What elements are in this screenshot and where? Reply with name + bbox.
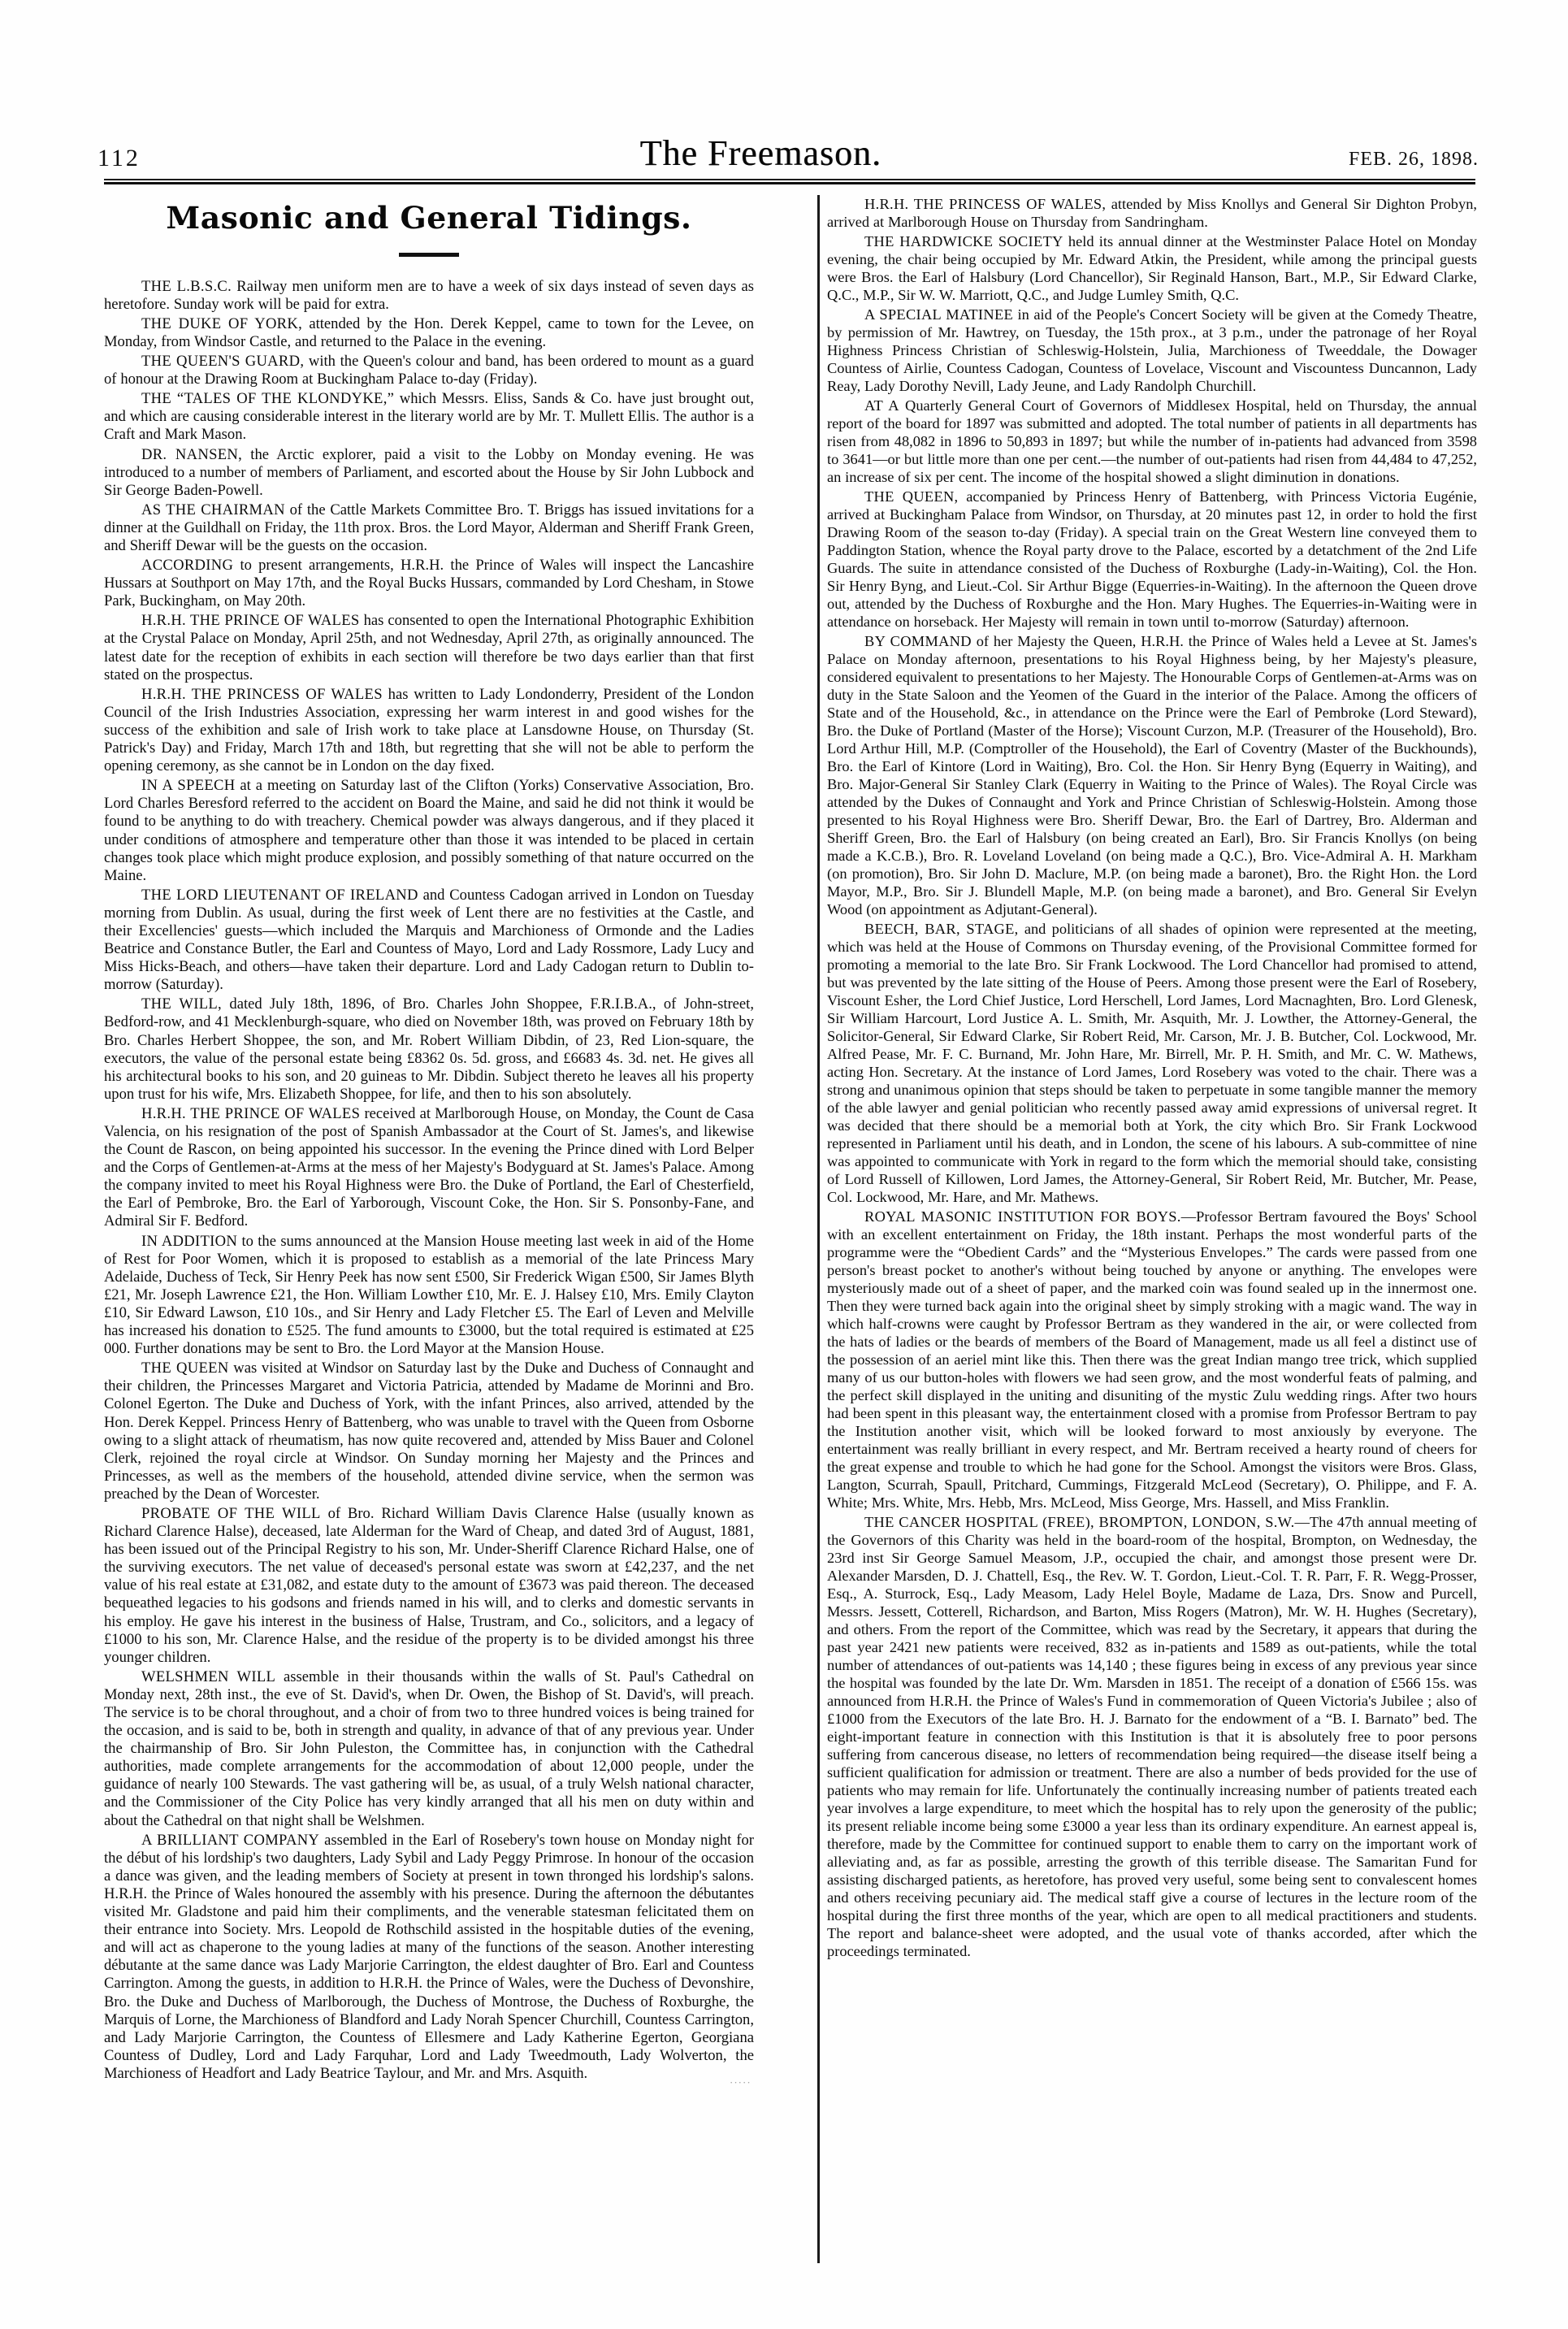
news-paragraph	[104, 557, 754, 610]
paragraph-lead: THE LORD LIEUTENANT OF IRELAND	[141, 886, 418, 904]
paragraph-lead: THE CANCER HOSPITAL (FREE), BROMPTON, LONDON, S.W.	[864, 1514, 1295, 1530]
paragraph-text: to present arrangements, H.R.H. the Prince of Wales will inspect the Lancashire Hussars at Southport on May 17th, and the Royal Bucks Hussars, commanded by Lord Chesham, in Stowe Park, Buckingham, on May 20th.	[104, 557, 754, 610]
news-paragraph	[104, 278, 754, 314]
news-paragraph	[104, 995, 754, 1104]
paragraph-lead: THE DUKE OF YORK,	[141, 314, 303, 332]
paragraph-lead: H.R.H. THE PRINCE OF WALES	[141, 612, 360, 630]
paragraph-text: to the sums announced at the Mansion House meeting last week in aid of the Home of Rest for Poor Women, which it is proposed to establish as a memorial of the late Princess Mary Adelaide, Duchess of Teck, Sir Henry Peek has now sent £500, Sir Frederick Wigan £500, Sir James Blyth £21, Mr. Joseph Lawrence £21, the Hon. William Lowther £10, Mr. E. J. Halsey £10, Mrs. Emily Clayton £10, Sir Edward Lawson, £10 10s., and Sir Henry and Lady Fletcher £5. The Earl of Leven and Melville has increased his donation to £525. The fund amounts to £3000, but the total required is estimated at £25 000. Further donations may be sent to Bro. the Lord Mayor at the Mansion House.	[104, 1232, 755, 1358]
paragraph-lead: A SPECIAL MATINEE	[864, 306, 1014, 323]
news-paragraph	[104, 1505, 754, 1667]
news-paragraph	[827, 1208, 1477, 1511]
masthead	[97, 124, 1479, 174]
paragraph-lead: ACCORDING	[141, 557, 234, 575]
paragraph-lead: ROYAL MASONIC INSTITUTION FOR BOYS.	[864, 1208, 1181, 1225]
paragraph-text: —Professor Bertram favoured the Boys' School with an excellent entertainment on Friday, the 18th instant. Perhaps the most wonderful parts of the programme were the “Obedient Cards” and the “Mysterious Envelopes.” The cards were passed from one person's breast pocket to another's without being touched by anyone or anything. The envelopes were mysteriously made out of a sheet of paper, and the marked coin was found sealed up in the innermost one. Then they were turned back again into the original sheet by simply stroking with a magic wand. The way in which half-crowns were caught by Professor Bertram as they wandered in the air, or were collected from the hats of ladies or the beards of members of the Board of Management, made us all feel a distinct use of the possession of an aeriel mint like this. Then there was the great Indian mango tree trick, which supplied many of us our button-holes with flowers we had seen grow, and the most wonderful feats of palming, and the perfect skill displayed in the uniting and disuniting of the mystic Zulu wedding rings. After two hours had been spent in this pleasant way, the entertainment closed with a promise from Professor Bertram to pay the Institution another visit, which will be looked forward to most anxiously by everyone. The entertainment was really brilliant in every respect, and Mr. Bertram received a hearty round of cheers for the great expense and trouble to which he had gone for the School. Amongst the visitors were Bros. Glass, Langton, Scurrah, Spaull, Pritchard, Cummings, Fitzgerald McLeod (Secretary), O. Philippe, and F. A. White; Mrs. White, Mrs. Hebb, Mrs. McLeod, Miss George, Mrs. Hassell, and Miss Franklin.	[827, 1208, 1478, 1511]
columns-container	[104, 195, 1477, 2275]
paragraph-text: accompanied by Princess Henry of Battenberg, with Princess Victoria Eugénie, arrived at Buckingham Palace from Windsor, on Thursday, at 20 minutes past 12, in order to hold the first Drawing Room of the season to-day (Friday). A special train on the Great Western line conveyed them to Paddington Station, whence the Royal party drove to the Palace, escorted by a detatchment of the 2nd Life Guards. The suite in attendance consisted of the Duchess of Roxburghe (Lady-in-Waiting), Col. the Hon. Sir Henry Byng, and Lieut.-Col. Sir Arthur Bigge (Equerries-in-Waiting). In the afternoon the Queen drove out, attended by the Duchess of Roxburghe and the Hon. Mary Hughes. The Equerries-in-Waiting were in attendance on horseback. Her Majesty will remain in town until to-morrow (Saturday) afternoon.	[827, 488, 1477, 630]
paragraph-text: attended by the Hon. Derek Keppel, came to town for the Levee, on Monday, from Windsor Castle, and returned to the Palace in the evening.	[104, 314, 754, 350]
paragraph-text: of the Cattle Markets Committee Bro. T. Briggs has issued invitations for a dinner at the Guildhall on Friday, the 11th prox. Bros. the Lord Mayor, Alderman and Sheriff Frank Green, and Sheriff Dewar will be the guests on the occasion.	[104, 501, 755, 554]
paragraph-lead: BY COMMAND	[864, 633, 972, 649]
paragraph-text: Railway men uniform men are to have a week of six days instead of seven days as heretofore. Sunday work will be paid for extra.	[104, 277, 754, 313]
paragraph-text: assembled in the Earl of Rosebery's town house on Monday night for the début of his lordship's two daughters, Lady Sybil and Lady Peggy Primrose. In honour of the occasion a dance was given, and the leading members of Society at present in town thronged his lordship's salons. H.R.H. the Prince of Wales honoured the assembly with his presence. During the afternoon the débutantes visited Mr. Gladstone and paid him their compliments, and the venerable statesman felicitated them on their entrance into Society. Mrs. Leopold de Rothschild assisted in the hospitable duties of the evening, and will act as chaperone to the young ladies at many of the functions of the season. Another interesting débutante at the same dance was Lady Marjorie Carrington, the eldest daughter of Bro. Earl and Countess Carrington. Among the guests, in addition to H.R.H. the Prince of Wales, were the Duchess of Devonshire, Bro. the Duke and Duchess of Marlborough, the Duchess of Montrose, the Duchess of Roxburghe, the Marquis of Lorne, the Marchioness of Blandford and Lady Norah Spencer Churchill, Countess Carrington, and Lady Marjorie Carrington, the Countess of Ellesmere and Lady Katherine Egerton, Georgiana Countess of Dudley, Lord and Lady Farquhar, Lord and Lady Tweedmouth, Lady Wolverton, the Marchioness of Headfort and Lady Beatrice Taylour, and Mr. and Mrs. Asquith.	[104, 1831, 755, 2082]
news-paragraph	[827, 306, 1477, 395]
column-left	[104, 195, 755, 2088]
paragraph-text: assemble in their thousands within the walls of St. Paul's Cathedral on Monday next, 28th inst., the eve of St. David's, when Dr. Owen, the Bishop of St. David's, will preach. The service is to be choral throughout, and a choir of from two to three hundred voices is being trained for the occasion, and is said to be, both in strength and quality, in advance of that of any previous year. Under the chairmanship of Bro. Sir John Puleston, the Committee has, in conjunction with the Cathedral authorities, made complete arrangements for the accommodation of about 12,000 people, under the guidance of nearly 100 Stewards. The vast gathering will be, as usual, of a truly Welsh national character, and the Commissioner of the City Police has very kindly arranged that all his men on duty within and about the Cathedral on that night shall be Welshmen.	[104, 1668, 754, 1829]
paragraph-lead: THE QUEEN	[141, 1360, 229, 1377]
paragraph-lead: H.R.H. THE PRINCESS OF WALES	[141, 685, 383, 703]
masthead-rule	[104, 179, 1475, 184]
paragraph-text: received at Marlborough House, on Monday, the Count de Casa Valencia, on his resignation of the post of Spanish Ambassador at the Court of St. James's, and likewise the Count de Rascon, on being appointed his successor. In the evening the Prince dined with Lord Belper and the Corps of Gentlemen-at-Arms at the mess of her Majesty's Bodyguard at St. James's Palace. Among the company invited to meet his Royal Highness were Bro. the Duke of Portland, the Earl of Chesterfield, the Earl of Pembroke, Bro. the Earl of Yarborough, Viscount Coke, the Hon. Sir S. Ponsonby-Fane, and Admiral Sir F. Bedford.	[104, 1104, 754, 1230]
news-paragraph	[104, 612, 754, 683]
section-heading-rule	[399, 253, 459, 257]
news-paragraph	[104, 1832, 754, 2083]
news-paragraph	[104, 1360, 754, 1503]
news-paragraph	[827, 920, 1477, 1206]
paragraph-text: with the Queen's colour and band, has been ordered to mount as a guard of honour at the Drawing Room at Buckingham Palace to-day (Friday).	[104, 353, 754, 388]
paragraph-text: held its annual dinner at the Westminster Palace Hotel on Monday evening, the chair being occupied by Mr. Edward Atkin, the President, while among the principal guests were Bros. the Earl of Halsbury (Lord Chancellor), Sir Reginald Hanson, Bart., M.P., Sir Edward Clarke, Q.C., M.P., Sir W. W. Marriott, Q.C., and Judge Lumley Smith, Q.C.	[827, 233, 1477, 303]
paragraph-text: has written to Lady Londonderry, President of the London Council of the Irish Industries Association, expressing her warm interest in and good wishes for the success of the exhibition and sale of Irish work to take place at Lansdowne House, on Thursday (St. Patrick's Day) and Friday, March 17th and 18th, but regretting that she will not be able to perform the opening ceremony, as she cannot be in London on the day fixed.	[104, 685, 755, 775]
paragraph-text: —The 47th annual meeting of the Governors of this Charity was held in the board-room of the hospital, Brompton, on Wednesday, the 23rd inst Sir George Samuel Measom, J.P., occupied the chair, and amongst those present were Dr. Alexander Marsden, D. J. Chattell, Esq., the Rev. W. T. Gordon, Lieut.-Col. T. R. Parr, F. R. Wegg-Prosser, Esq., A. Sturrock, Esq., Lady Measom, Lady Helel Boyle, Madame de Laza, Drs. Snow and Purcell, Messrs. Jessett, Cotterell, Richardson, and Barton, Miss Rogers (Matron), Mr. W. H. Hughes (Secretary), and others. From the report of the Committee, which was read by the Secretary, it appears that during the past year 2421 new patients were received, 832 as in-patients and 1589 as out-patients, while the total number of attendances of out-patients was 14,140 ; these figures being in excess of any previous year since the hospital was founded by the late Dr. Wm. Marsden in 1851. The receipt of a donation of £566 15s. was announced from H.R.H. the Prince of Wales's Fund in commemoration of Queen Victoria's Jubilee ; also of £1000 from the Executors of the late Bro. H. J. Barnato for the endowment of a “B. I. Barnato” bed. The eight-important feature in connection with this Institution is that it is absolutely free to poor persons suffering from cancerous disease, no letters of recommendation being required—the disease itself being a sufficient qualification for admission or treatment. There are also a number of beds provided for the use of patients who may remain for life. Unfortunately the continually increasing number of patients treated each year involves a large expenditure, to meet which the hospital has to rely upon the generosity of the public; its present reliable income being some £3000 a year less than its ordinary expenditure. An earnest appeal is, therefore, made by the Committee for continued support to enable them to carry on the important work of alleviating and, as far as possible, arresting the growth of this terrible disease. The Samaritan Fund for assisting discharged patients, as heretofore, has proved very useful, some being sent to convalescent homes and others receiving pecuniary aid. The medical staff give a course of lectures in the lecture room of the hospital during the first three months of the year, which are open to all medical practitioners and students. The report and balance-sheet were adopted, and the usual vote of thanks accorded, after which the proceedings terminated.	[827, 1514, 1477, 1959]
paragraph-lead: DR. NANSEN,	[141, 445, 243, 463]
news-paragraph	[827, 397, 1477, 486]
paragraph-lead: THE HARDWICKE SOCIETY	[864, 233, 1063, 249]
news-paragraph	[104, 353, 754, 388]
news-paragraph	[104, 1105, 754, 1231]
paragraph-lead: PROBATE OF THE WILL	[141, 1504, 321, 1522]
column-divider	[817, 195, 820, 2263]
news-paragraph	[104, 777, 754, 885]
paragraph-lead: IN A SPEECH	[141, 777, 236, 795]
news-paragraph	[827, 195, 1477, 231]
paragraph-lead: AS THE CHAIRMAN	[141, 501, 285, 518]
paragraph-lead: BEECH, BAR, STAGE,	[864, 921, 1019, 937]
paragraph-text: dated July 18th, 1896, of Bro. Charles John Shoppee, F.R.I.B.A., of John-street, Bedford-row, and 41 Mecklenburgh-square, who died on November 18th, was proved on February 18th by Bro. Charles Herbert Shoppee, the son, and Mr. Robert William Dibdin, of 23, Red Lion-square, the executors, the value of the personal estate being £8362 0s. 5d. gross, and £6683 4s. 3d. net. He gives all his architectural books to his son, and 20 guineas to Mr. Dibdin. Subject thereto he leaves all his property upon trust for his wife, Mrs. Elizabeth Shoppee, for life, and then to his son absolutely.	[104, 995, 754, 1103]
news-paragraph	[104, 390, 754, 444]
paragraph-text: which Messrs. Eliss, Sands & Co. have just brought out, and which are causing considerable interest in the literary world are by Mr. T. Mullett Ellis. The author is a Craft and Mark Mason.	[104, 390, 754, 444]
news-paragraph	[104, 315, 754, 351]
paragraph-lead: WELSHMEN WILL	[141, 1668, 276, 1685]
news-paragraph	[104, 1668, 754, 1830]
paragraph-text: has consented to open the International Photographic Exhibition at the Crystal Palace on Monday, April 25th, and not Wednesday, April 27th, as originally announced. The latest date for the reception of exhibits in each section will therefore be two days earlier than that first stated on the prospectus.	[104, 612, 754, 683]
paragraph-lead: THE QUEEN'S GUARD,	[141, 353, 305, 371]
paragraph-lead: THE WILL,	[141, 995, 223, 1013]
paragraph-text: and Countess Cadogan arrived in London on Tuesday morning from Dublin. As usual, during the first week of Lent there are no festivities at the Castle, and their Excellencies' guests—which included the Marquis and Marchioness of Ormonde and the Ladies Beatrice and Constance Butler, the Earl and Countess of Mayo, Lord and Lady Rossmore, Lady Lucy and Miss Hicks-Beach, and others—have taken their departure. Lord and Lady Cadogan return to Dublin to-morrow (Saturday).	[104, 886, 754, 994]
paragraph-lead: H.R.H. THE PRINCE OF WALES	[141, 1104, 361, 1122]
paragraph-text: Quarterly General Court of Governors of Middlesex Hospital, held on Thursday, the annual report of the board for 1897 was submitted and adopted. The total number of patients in all departments has risen from 48,082 in 1896 to 50,893 in 1897; but while the number of in-patients had advanced from 3598 to 3641—or but little more than one per cent.—the number of out-patients had risen from 44,484 to 47,252, an increase of six per cent. The income of the hospital showed a slight diminution in donations.	[827, 397, 1477, 485]
left-column-body	[104, 278, 754, 2083]
paragraph-text: of Bro. Richard William Davis Clarence Halse (usually known as Richard Clarence Halse), deceased, late Alderman for the Ward of Cheap, and dated 3rd of August, 1881, has been issued out of the Principal Registry to his son, Mr. Under-Sheriff Clarence Richard Halse, one of the surviving executors. The net value of deceased's personal estate was sworn at £42,237, and the net value of his real estate at £31,082, and estate duty to the amount of £3673 was paid thereon. The deceased bequeathed legacies to his godsons and friends named in his will, and to clerks and domestic servants in his employ. He gave his interest in the business of Halse, Trustram, and Co., solicitors, and a legacy of £1000 to his son, Mr. Clarence Halse, and the residue of the property is to be divided amongst his three younger children.	[104, 1504, 754, 1666]
paragraph-text: the Arctic explorer, paid a visit to the Lobby on Monday evening. He was introduced to a number of members of Parliament, and escorted about the House by Sir John Lubbock and Sir George Baden-Powell.	[104, 445, 754, 499]
page-number: 112	[97, 145, 141, 171]
news-paragraph	[104, 887, 754, 995]
issue-date: FEB. 26, 1898.	[1348, 149, 1479, 170]
paragraph-lead: THE QUEEN,	[864, 488, 959, 505]
paragraph-text: of her Majesty the Queen, H.R.H. the Prince of Wales held a Levee at St. James's Palace on Monday afternoon, presentations to his Royal Highness being, by her Majesty's pleasure, considered equivalent to presentations to her Majesty. The Honourable Corps of Gentlemen-at-Arms was on duty in the State Saloon and the Yeomen of the Guard in the interior of the Palace. Among the officers of State and of the Household, &c., in attendance on the Prince were the Earl of Pembroke (Lord Steward), Bro. the Duke of Portland (Master of the Horse); Viscount Curzon, M.P. (Treasurer of the Household), Bro. Lord Arthur Hill, M.P. (Comptroller of the Household), the Earl of Coventry (Master of the Buckhounds), Bro. the Earl of Kintore (Lord in Waiting), Bro. Col. the Hon. Sir Henry Byng (Equerry in Waiting), and Bro. Major-General Sir Stanley Clark (Equerry in Waiting to the Prince of Wales). The Royal Circle was attended by the Dukes of Connaught and York and Prince Christian of Schleswig-Holstein. Among those presented to his Royal Highness were Bro. Sheriff Dewar, Bro. the Earl of Dartrey, Bro. Alderman and Sheriff Green, Bro. the Earl of Halsbury (on being created an Earl), Bro. Sir Francis Knollys (on being made a K.C.B.), Bro. R. Loveland Loveland (on being made a Q.C.), Bro. Vice-Admiral A. H. Markham (on promotion), Bro. Sir John D. Maclure, M.P. (on being made a baronet), Bro. the Right Hon. the Lord Mayor, M.P., Bro. Sir J. Blundell Maple, M.P. (on being made a baronet), and Bro. General Sir Evelyn Wood (on appointment as Adjutant-General).	[827, 633, 1477, 917]
column-right	[827, 195, 1477, 1962]
paragraph-lead: THE L.B.S.C.	[141, 277, 232, 295]
paragraph-text: was visited at Windsor on Saturday last by the Duke and Duchess of Connaught and their children, the Princesses Margaret and Victoria Patricia, attended by Madame de Morinni and Bro. Colonel Egerton. The Duke and Duchess of York, with the infant Princes, also arrived, attended by the Hon. Derek Keppel. Princess Henry of Battenberg, who was unable to travel with the Queen from Osborne owing to a slight attack of rheumatism, has now quite recovered and, attended by Miss Bauer and Colonel Clerk, rejoined the royal circle at Windsor. On Sunday morning her Majesty and the Princes and Princesses, as well as the members of the household, attended divine service, when the sermon was preached by the Dean of Worcester.	[104, 1360, 754, 1503]
news-paragraph	[827, 232, 1477, 304]
news-paragraph	[827, 632, 1477, 918]
news-paragraph	[104, 446, 754, 500]
section-heading: Masonic and General Tidings.	[166, 200, 692, 236]
paragraph-lead: THE “TALES OF THE KLONDYKE,”	[141, 390, 395, 408]
news-paragraph	[104, 501, 754, 555]
paragraph-lead: A BRILLIANT COMPANY	[141, 1831, 320, 1849]
paragraph-lead: AT A	[864, 397, 899, 414]
news-paragraph	[104, 1233, 754, 1359]
news-paragraph	[104, 686, 754, 775]
paragraph-text: and politicians of all shades of opinion were represented at the meeting, which was held at the House of Commons on Thursday evening, of the Provisional Committee formed for promoting a memorial to the late Bro. Sir Frank Lockwood. The Lord Chancellor had promised to attend, but was prevented by the late sitting of the House of Peers. Among those present were the Earl of Rosebery, Viscount Esher, the Lord Chief Justice, Lord Herschell, Lord James, Lord Macnaghten, Bro. Lord Glenesk, Sir William Harcourt, Lord Justice A. L. Smith, Mr. Asquith, Mr. J. Lowther, the Attorney-General, the Solicitor-General, Sir Edward Clarke, Sir Robert Reid, Mr. Carson, Mr. J. B. Butcher, Col. Lockwood, Mr. Alfred Pease, Mr. F. C. Burnand, Mr. John Hare, Mr. Birrell, Mr. P. H. Smith, and Mr. C. W. Mathews, acting Hon. Secretary. At the instance of Lord James, Lord Rosebery was voted to the chair. There was a strong and unanimous opinion that steps should be taken to perpetuate in some tangible manner the memory of the able lawyer and genial politician who recently passed away amid expressions of universal regret. It was decided that there should be a memorial both at York, the city which Bro. Sir Frank Lockwood represented in Parliament until his death, and in London, the scene of his labours. A sub-committee of nine was appointed to communicate with York in regard to the form which the memorial should take, consisting of Lord Russell of Killowen, Lord James, the Attorney-General, Sir Robert Reid, Mr. Butcher, Mr. Pease, Col. Lockwood, Mr. Hare, and Mr. Mathews.	[827, 921, 1478, 1205]
paragraph-lead: IN ADDITION	[141, 1232, 238, 1250]
publication-title: The Freemason.	[639, 133, 882, 173]
paragraph-lead: H.R.H. THE PRINCESS OF WALES,	[864, 196, 1107, 212]
news-paragraph	[827, 488, 1477, 631]
tail-mark: ·····	[730, 2075, 752, 2088]
paragraph-text: in aid of the People's Concert Society will be given at the Comedy Theatre, by permission of Mr. Hawtrey, on Tuesday, the 15th prox., at 3 p.m., under the patronage of her Royal Highness Princess Christian of Schleswig-Holstein, Julia, Marchioness of Tweeddale, the Dowager Countess of Airlie, Countess Cadogan, Countess of Lovelace, Viscount and Viscountess Duncannon, Lady Reay, Lady Dorothy Nevill, Lady Jeune, and Lady Randolph Churchill.	[827, 306, 1477, 394]
paragraph-text: attended by Miss Knollys and General Sir Dighton Probyn, arrived at Marlborough House on Thursday from Sandringham.	[827, 196, 1477, 230]
paragraph-text: at a meeting on Saturday last of the Clifton (Yorks) Conservative Association, Bro. Lord Charles Beresford referred to the accident on Board the Maine, and said he did not think it would be found to be anything to do with treachery. Chemical powder was always dangerous, and if they placed it under conditions of atmosphere and temperature other than those it was intended to be placed in certain changes took place which might produce explosion, and possibly something of that nature occurred on the Maine.	[104, 777, 754, 884]
news-paragraph	[827, 1513, 1477, 1960]
right-column-body	[827, 195, 1477, 1960]
